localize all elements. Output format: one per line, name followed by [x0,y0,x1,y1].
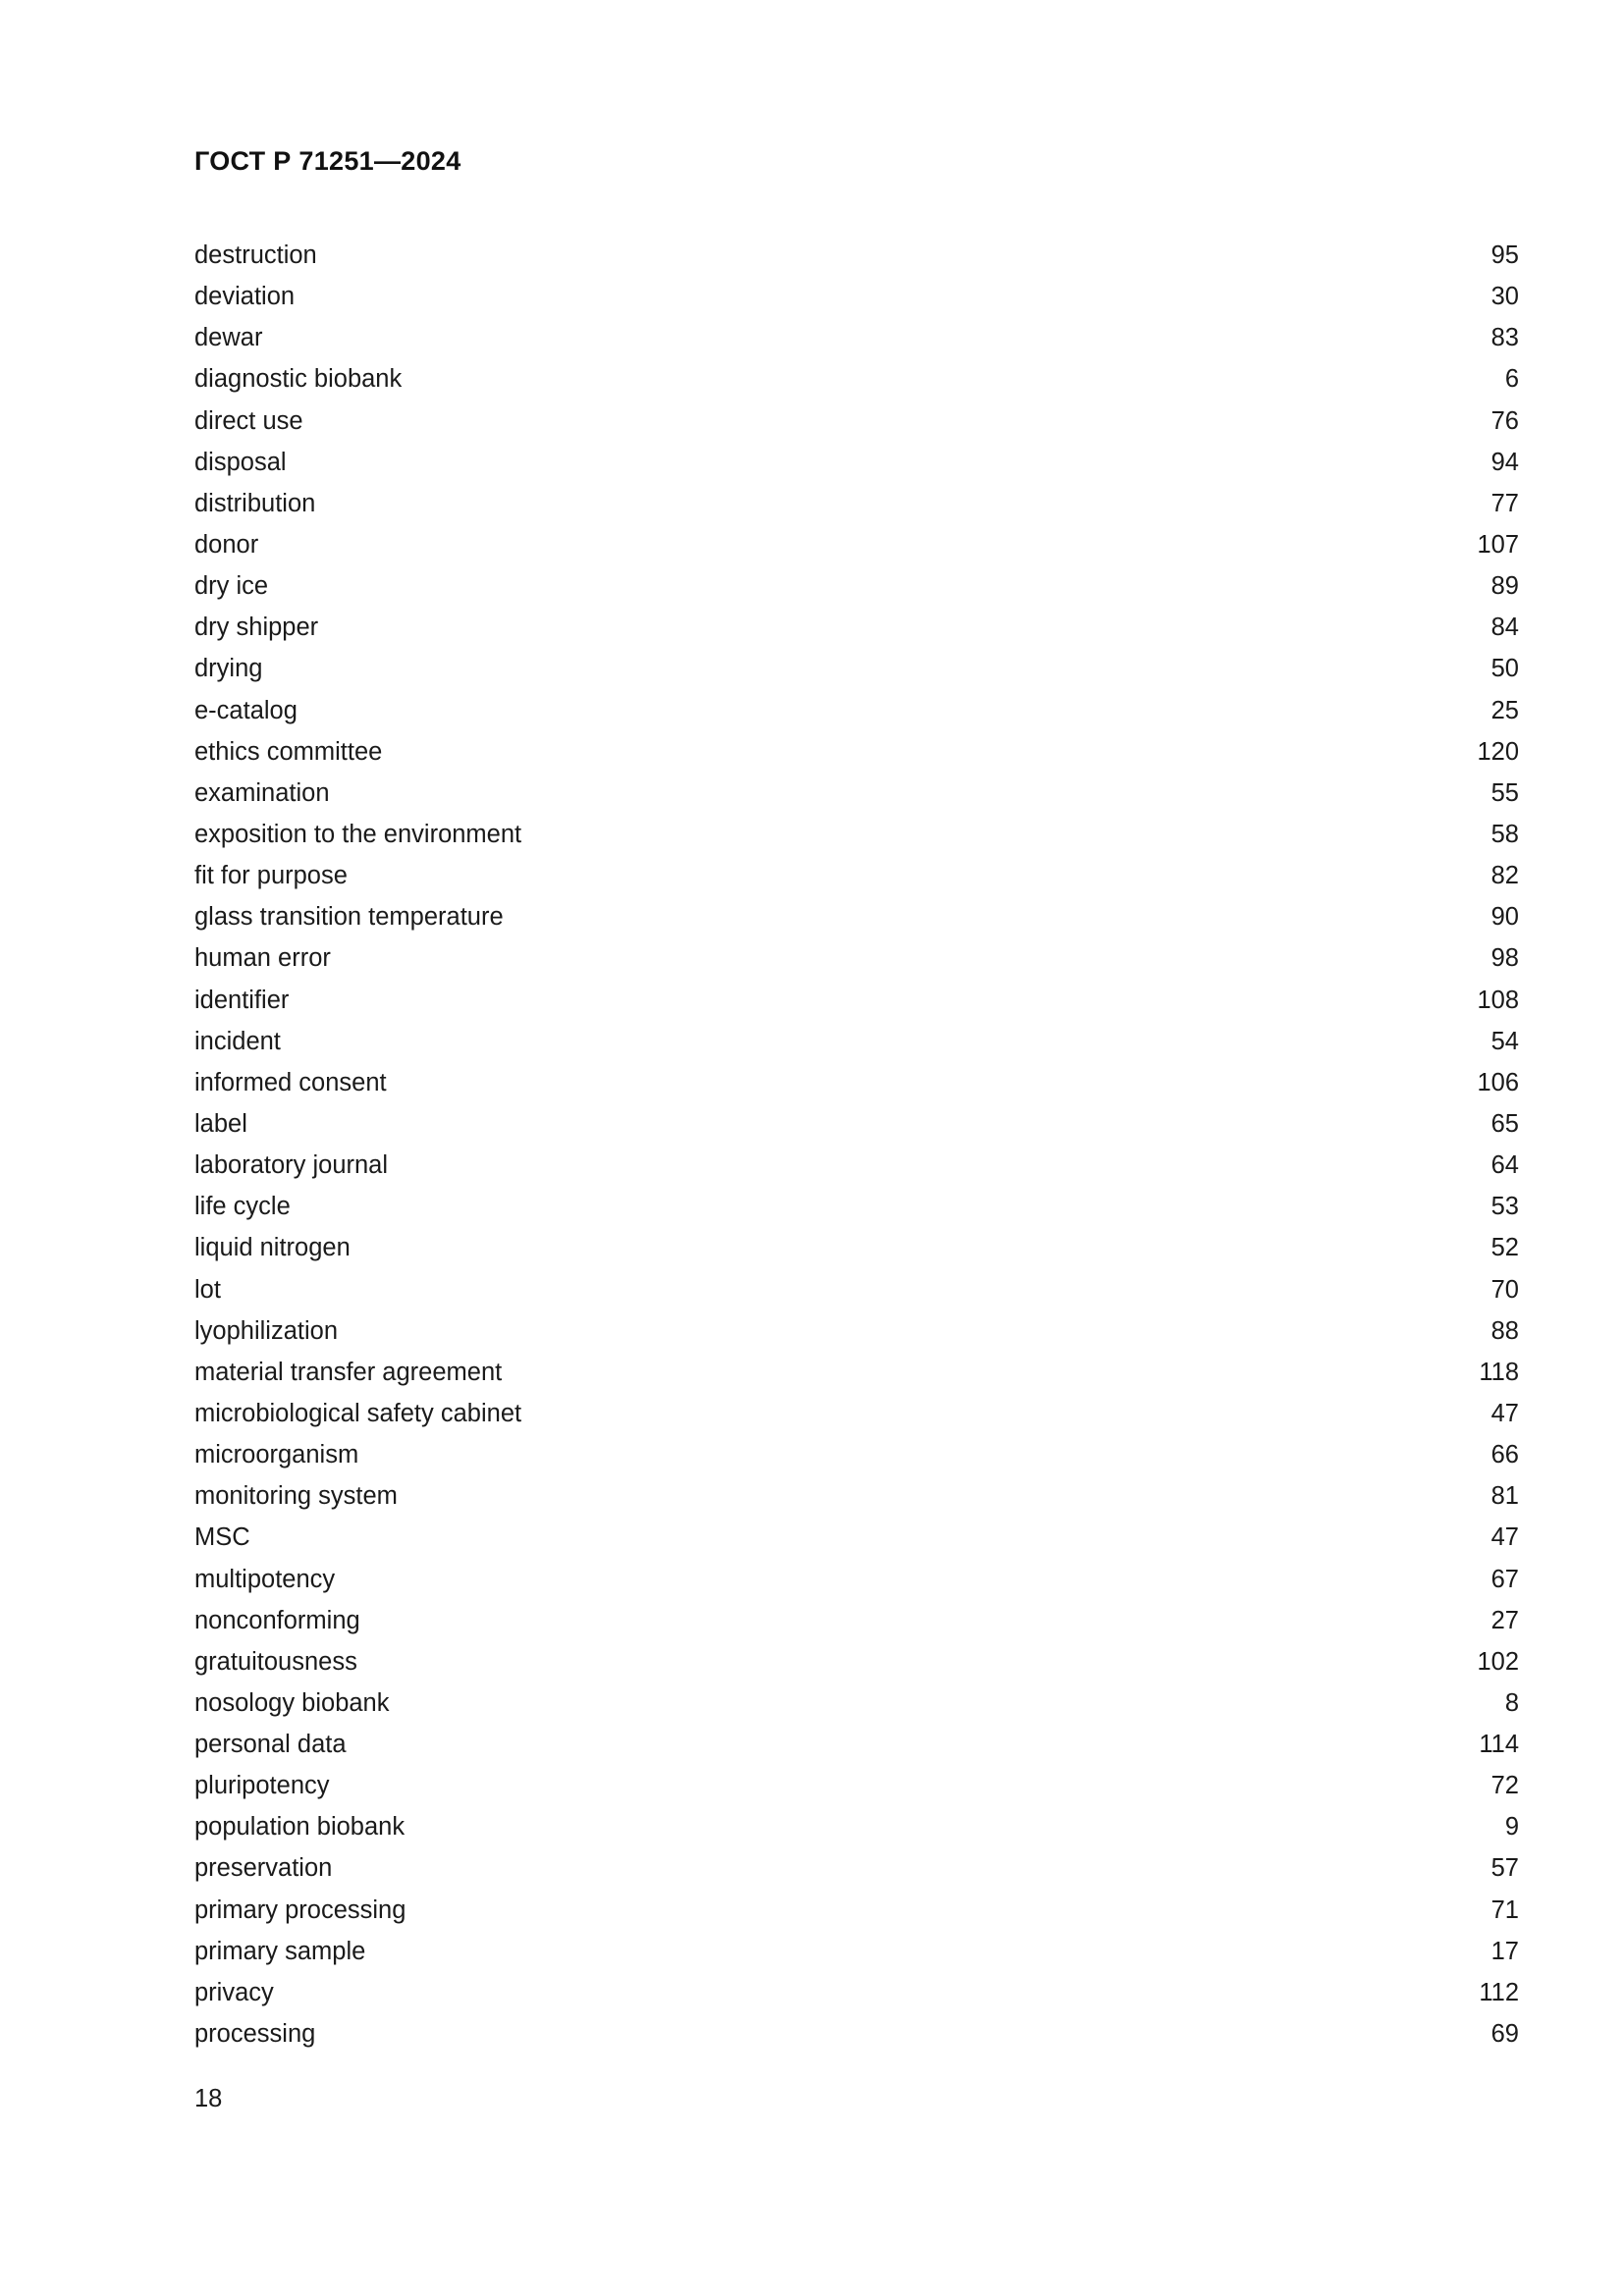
index-term-number: 83 [1490,324,1519,352]
index-term: processing [194,2020,316,2049]
index-entry [194,281,1519,322]
index-term-number: 88 [1490,1316,1519,1345]
index-entry [194,1605,1519,1646]
index-entry [194,2018,1519,2059]
index-entry [194,1522,1519,1563]
index-term-number: 57 [1490,1854,1519,1883]
index-term-number: 89 [1490,572,1519,601]
index-term: e-catalog [194,696,298,724]
index-term-number: 81 [1490,1482,1519,1511]
index-entry [194,240,1519,281]
index-entry [194,1687,1519,1729]
index-term: primary sample [194,1937,366,1965]
index-term: human error [194,944,331,973]
index-entry [194,1895,1519,1936]
index-term: donor [194,530,259,559]
index-term: diagnostic biobank [194,365,403,394]
alphabetical-index [194,240,1519,2059]
index-entry [194,1852,1519,1894]
index-term-number: 52 [1490,1234,1519,1262]
index-entry [194,1439,1519,1480]
index-term-number: 82 [1490,862,1519,890]
index-term: disposal [194,448,287,476]
index-term-number: 71 [1490,1896,1519,1924]
index-term: glass transition temperature [194,903,504,932]
index-entry [194,736,1519,777]
index-term: dry shipper [194,614,319,642]
index-term: destruction [194,241,317,269]
index-term: primary processing [194,1896,406,1924]
index-entry [194,570,1519,612]
index-term-number: 9 [1504,1813,1519,1842]
index-term-number: 76 [1490,406,1519,435]
index-term-number: 77 [1490,489,1519,517]
index-term: microbiological safety cabinet [194,1399,522,1427]
index-term-number: 94 [1490,448,1519,476]
index-entry [194,405,1519,447]
index-entry [194,1357,1519,1398]
index-term-number: 120 [1477,737,1519,766]
index-term: drying [194,655,263,683]
index-term-number: 69 [1490,2020,1519,2049]
index-term: gratuitousness [194,1647,357,1676]
index-entry [194,695,1519,736]
index-entry [194,363,1519,404]
index-term: identifier [194,986,290,1014]
index-term-number: 95 [1490,241,1519,269]
index-term-number: 118 [1479,1358,1519,1386]
index-entry [194,488,1519,529]
index-entry [194,819,1519,860]
index-entry [194,1977,1519,2018]
index-term-number: 114 [1479,1731,1519,1759]
index-entry [194,1729,1519,1770]
index-term-number: 58 [1490,820,1519,848]
index-entry [194,1026,1519,1067]
index-entry [194,322,1519,363]
index-term: ethics committee [194,737,383,766]
index-term: laboratory journal [194,1151,389,1180]
index-term: fit for purpose [194,862,348,890]
index-entry [194,777,1519,819]
index-entry [194,1480,1519,1522]
index-term-number: 8 [1504,1688,1519,1717]
index-term-number: 55 [1490,778,1519,807]
index-term-number: 112 [1479,1978,1519,2006]
index-entry [194,1564,1519,1605]
index-term-number: 106 [1477,1068,1519,1096]
index-entry [194,1108,1519,1149]
index-term-number: 27 [1490,1606,1519,1634]
index-term: dry ice [194,572,269,601]
index-term-number: 70 [1490,1275,1519,1304]
index-term-number: 72 [1490,1772,1519,1800]
index-term-number: 6 [1504,365,1519,394]
index-term: examination [194,778,330,807]
index-term-number: 64 [1490,1151,1519,1180]
index-term: lot [194,1275,221,1304]
index-entry [194,985,1519,1026]
index-term: informed consent [194,1068,387,1096]
index-entry [194,942,1519,984]
index-entry [194,1646,1519,1687]
index-term-number: 102 [1477,1647,1519,1676]
index-entry [194,612,1519,653]
index-term-number: 107 [1477,530,1519,559]
index-term: monitoring system [194,1482,398,1511]
index-term-number: 47 [1490,1399,1519,1427]
index-term-number: 65 [1490,1109,1519,1138]
index-entry [194,1398,1519,1439]
index-term-number: 25 [1490,696,1519,724]
index-entry [194,653,1519,694]
index-term: MSC [194,1523,250,1552]
index-term: privacy [194,1978,274,2006]
index-entry [194,1936,1519,1977]
index-entry [194,1232,1519,1273]
index-term: exposition to the environment [194,820,522,848]
index-term: nosology biobank [194,1688,390,1717]
index-term: nonconforming [194,1606,360,1634]
index-term: material transfer agreement [194,1358,503,1386]
index-entry [194,1274,1519,1315]
index-term-number: 84 [1490,614,1519,642]
index-entry [194,1811,1519,1852]
index-term-number: 30 [1490,283,1519,311]
index-term: lyophilization [194,1316,339,1345]
index-term-number: 66 [1490,1441,1519,1469]
index-term: life cycle [194,1193,291,1221]
index-term-number: 98 [1490,944,1519,973]
index-term: preservation [194,1854,333,1883]
index-term-number: 47 [1490,1523,1519,1552]
index-entry [194,1315,1519,1357]
index-term-number: 90 [1490,903,1519,932]
index-term: dewar [194,324,263,352]
index-term-number: 17 [1490,1937,1519,1965]
index-entry [194,901,1519,942]
index-entry [194,529,1519,570]
index-term-number: 53 [1490,1193,1519,1221]
index-term: label [194,1109,247,1138]
index-term: deviation [194,283,296,311]
index-term: microorganism [194,1441,359,1469]
index-term: population biobank [194,1813,406,1842]
index-term: distribution [194,489,316,517]
index-term-number: 67 [1490,1565,1519,1593]
index-entry [194,1149,1519,1191]
page-number: 18 [194,2085,223,2112]
document-header: ГОСТ Р 71251—2024 [194,146,461,176]
index-term: pluripotency [194,1772,330,1800]
index-term-number: 54 [1490,1027,1519,1055]
index-term: liquid nitrogen [194,1234,351,1262]
index-term: multipotency [194,1565,336,1593]
index-entry [194,447,1519,488]
index-term: direct use [194,406,303,435]
index-term: personal data [194,1731,347,1759]
index-entry [194,1067,1519,1108]
index-entry [194,1770,1519,1811]
index-term-number: 50 [1490,655,1519,683]
index-entry [194,1191,1519,1232]
index-entry [194,860,1519,901]
index-term-number: 108 [1477,986,1519,1014]
index-term: incident [194,1027,281,1055]
